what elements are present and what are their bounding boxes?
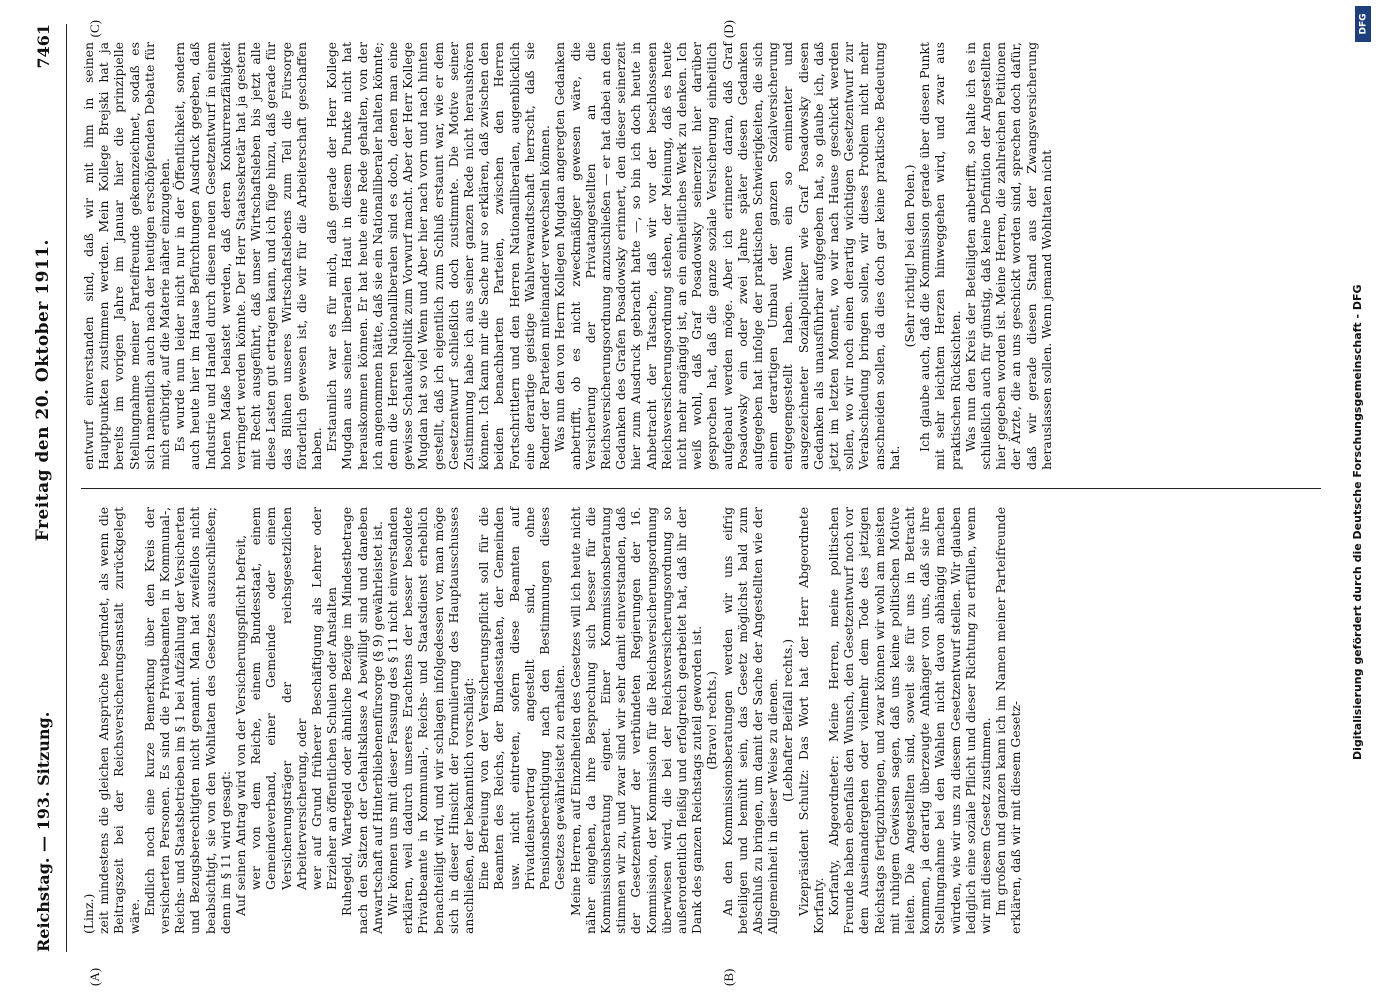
paragraph: Auf seinen Antrag wird von der Versicherungspflicht befreit, (233, 534, 249, 916)
presiding-remark: Vizepräsident Schultz: Das Wort hat der Herr Abgeordnete Korfanty. (795, 506, 826, 934)
paragraph: An den Kommissionsberatungen werden wir uns eifrig beteiligen und bemüht sein, das Gesetz möglichst bald zum Abschluß zu bringen, um damit der Sache der Angestellten wie der Allgemeinheit in dieser Weise zu dienen. (719, 506, 781, 934)
dfg-logo: DFG (1355, 6, 1371, 42)
quoted-clause: wer von dem Reiche, einem Bundesstaat, einem Gemeindeverband, einer Gemeinde oder einem Versicherungsträger der reichsgesetzlichen Arbeiterversicherung, oder (248, 506, 309, 890)
paragraph: zeit mindestens die gleichen Ansprüche begründet, als wenn die Beitragszeit bei der Reichsversicherungsanstalt zurückgelegt wäre. (96, 506, 142, 934)
interjection: (Sehr richtig! bei den Polen.) (901, 164, 917, 348)
paragraph: Meine Herren, auf Einzelheiten des Gesetzes will ich heute nicht näher eingehen, da ihre Besprechung sich besser für die Kommissionsberatung eignet. Einer Kommissionsberatung stimmen wir zu, und zwar sind wir sehr damit einverstanden, daß der Gesetzentwurf der verbündeten Regierungen der 16. Kommission, der Kommission für die Reichsversicherungsordnung überwiesen wird, die bei der Reichsversicherungsordnung so außerordentlich fleißig und erfolgreich gearbeitet hat, daß ihr der Dank des ganzen Reichstags zuteil geworden ist. (567, 506, 705, 934)
paragraph: Was nun den Kreis der Beteiligten anbetrifft, so halte ich es in schließlich auch für günstig, daß keine Definition der Angestellten hier gegeben worden ist. Meine Herren, die zahlreichen Petitionen der Ärzte, die an uns geschickt worden sind, sprechen doch dafür, daß wir gerade diesen Stand aus der Zwangsversicherung herauslassen sollen. Wenn jemand Wohltaten nicht (962, 42, 1054, 470)
paragraph: Ich glaube auch, daß die Kommission gerade über diesen Punkt mit sehr leichtem Herzen hinweggehen wird, und zwar aus praktischen Rücksichten. (917, 42, 963, 470)
speaker-reference: (Linz.) (81, 893, 96, 934)
interjection: (Lebhafter Beifall rechts.) (780, 638, 796, 802)
paragraph: Es wurde nun leider nicht nur in der Öffentlichkeit, sondern auch heute hier im Hause Befürchtungen Ausdruck gegeben, daß Industrie und Handel durch diesen neuen Gesetzentwurf in einem hohen Maße belastet werden, daß deren Konkurrenzfähigkeit verringert werden könnte. Der Herr Staatssekretär hat ja gestern mit Recht ausgeführt, daß unser Wirtschaftsleben bis jetzt alle diese Lasten gut ertragen kann, und ich füge hinzu, daß gerade für das Blühen unseres Wirtschaftslebens zum Teil die Fürsorge förderlich gewesen ist, die wir für die Arbeiterschaft geschaffen haben. (172, 42, 325, 470)
paragraph: Wir können uns mit dieser Fassung des § 11 nicht einverstanden erklären, weil dadurch unseres Erachtens der besser besoldete Privatbeamte in Kommunal-, Reichs- und Staatsdienst erheblich benachteiligt wird, und wir schlagen infolgedessen vor, man möge sich in dieser Hinsicht der Formulierung des Hauptausschusses anschließen, der bekanntlich vorschlägt: (385, 506, 477, 934)
paragraph: Was nun den von Herrn Kollegen Mugdan angeregten Gedanken anbetrifft, ob es nicht zweckmäßiger gewesen wäre, die Versicherung der Privatangestellten an die Reichsversicherungsordnung anzuschließen — er hat dabei an den Gedanken des Grafen Posadowsky erinnert, den dieser seinerzeit hier zum Ausdruck gebracht hatte —, so bin ich doch heute in Anbetracht der Tatsache, daß wir vor der beschlossenen Reichsversicherungsordnung stehen, der Meinung, daß es heute nicht mehr angängig ist, an ein einheitliches Werk zu denken. Ich weiß wohl, daß Graf Posadowsky seinerzeit hier darüber gesprochen hat, daß die ganze soziale Versicherung einheitlich aufgebaut werden möge. Aber ich erinnere daran, daß Graf Posadowsky ein oder zwei Jahre später diesen Gedanken aufgegeben hat infolge der praktischen Schwierigkeiten, die sich einem derartigen Umbau der ganzen Sozialversicherung entgegengestellt haben. Wenn ein so eminenter und ausgezeichneter Sozialpolitiker wie Graf Posadowsky diesen Gedanken als unausführbar aufgegeben hat, so glaube ich, daß jetzt im letzten Moment, wo wir nach Hause geschickt werden sollen, wo wir noch einen derartig wichtigen Gesetzentwurf zur Verabschiedung bringen sollen, wir dieses Problem nicht mehr anschneiden sollen, da dies doch gar keine praktische Bedeutung hat. (552, 42, 902, 470)
paragraph: Im großen und ganzen kann ich im Namen meiner Parteifreunde erklären, daß wir mit diesem Gesetz- (993, 506, 1024, 934)
paragraph: Korfanty, Abgeordneter: Meine Herren, meine politischen Freunde haben ebenfalls den Wunsch, den Gesetzentwurf noch vor dem Auseinandergehen oder vielmehr dem Tode des jetzigen Reichstags fertigzubringen, und zwar können wir wohl am meisten mit ruhigem Gewissen sagen, daß uns keine politischen Motive leiten. Die Angestellten sind, soweit sie für uns in Betracht kommen, ja derartig überzeugte Anhänger von uns, daß sie ihre Stellungnahme bei den Wahlen nicht davon abhängig machen würden, wie wir uns zu diesem Gesetzentwurf stellen. Wir glauben lediglich eine soziale Pflicht und dieser Richtung zu erfüllen, wenn wir mit diesem Gesetz zustimmen. (825, 506, 993, 934)
page-number: 7461 (33, 24, 53, 69)
left-column (81, 488, 1321, 986)
right-column (81, 20, 1321, 488)
margin-mark-d: (D) (721, 20, 736, 39)
quoted-clause: Ruhegeld, Wartegeld oder ähnliche Bezüge im Mindestbetrage nach den Sätzen der Gehaltsklasse A bewilligt sind und daneben Anwartschaft auf Hinterbliebenenfürsorge (§ 9) gewährleistet ist. (339, 506, 385, 934)
text-columns (67, 20, 1321, 986)
margin-mark-b: (B) (721, 968, 736, 986)
funding-notice-text: Digitalisierung gefördert durch die Deutsche Forschungsgemeinschaft - DFG (1351, 284, 1364, 760)
paragraph: entwurf einverstanden sind, daß wir mit ihm in seinen Hauptpunkten zustimmen werden. Mein Kollege Brejski hat ja bereits im vorigen Jahre im Januar hier die prinzipielle Stellungnahme meiner Parteifreunde gekennzeichnet, sodaß es sich namentlich auch nach der heutigen erschöpfenden Debatte für mich erübrigt, auf die Materie näher einzugehen. (81, 42, 173, 470)
margin-mark-a: (A) (87, 967, 102, 986)
header-date: Freitag den 20. Oktober 1911. (33, 239, 53, 542)
margin-mark-c: (C) (87, 20, 102, 38)
funding-notice-strip (1343, 0, 1383, 1000)
paragraph: Erstaunlich war es für mich, daß gerade der Herr Kollege Mugdan aus seiner liberalen Haut in diesem Punkte nicht hat herauskommen können. Er hat heute eine Rede gehalten, von der ich angenommen hätte, daß sie ein Nationalliberaler halten könnte; denn die Herren Nationalliberalen sind es doch, denen man eine gewisse Schaukelpolitik zum Vorwurf macht. Aber der Herr Kollege Mugdan hat so viel Wenn und Aber hier nach vorn und nach hinten gestellt, daß ich eigentlich zum Schluß erstaunt war, wie er dem Gesetzentwurf schließlich doch zustimmte. Die Motive seiner Zustimmung habe ich aus seiner ganzen Rede nicht heraushören können. Ich kann mir die Sache nur so erklären, daß zwischen den beiden benachbarten Parteien, zwischen den Herren Fortschrittlern und den Herren Nationalliberalen, augenblicklich eine derartige geistige Wahlverwandtschaft herrscht, daß sie Redner der Parteien miteinander verwechseln können. (324, 42, 553, 470)
page-header (20, 24, 67, 952)
paragraph: Endlich noch eine kurze Bemerkung über den Kreis der versicherten Personen. Es sind die Privatbeamten in Kommunal-, Reichs- und Staatsbetrieben im § 1 bei Aufzählung der Versicherten und Bezugsberechtigten nicht genannt. Man hat zweifellos nicht beabsichtigt, sie von den Wohltaten des Gesetzes auszuschließen; denn im § 11 wird gesagt: (141, 506, 233, 934)
header-session: Reichstag. — 193. Sitzung. (33, 711, 53, 952)
interjection: (Bravo! rechts.) (704, 671, 720, 770)
quoted-clause: wer auf Grund früherer Beschäftigung als Lehrer oder Erzieher an öffentlichen Schulen oder Anstalten (309, 506, 340, 890)
quoted-proposal: Eine Befreiung von der Versicherungspflicht soll für die Beamten des Reichs, der Bundesstaaten, der Gemeinden usw. nicht eintreten, sofern diese Beamten auf Privatdienstvertrag angestellt sind, ohne Pensionsberechtigung nach den Bestimmungen dieses Gesetzes gewährleistet zu erhalten. (476, 506, 568, 890)
